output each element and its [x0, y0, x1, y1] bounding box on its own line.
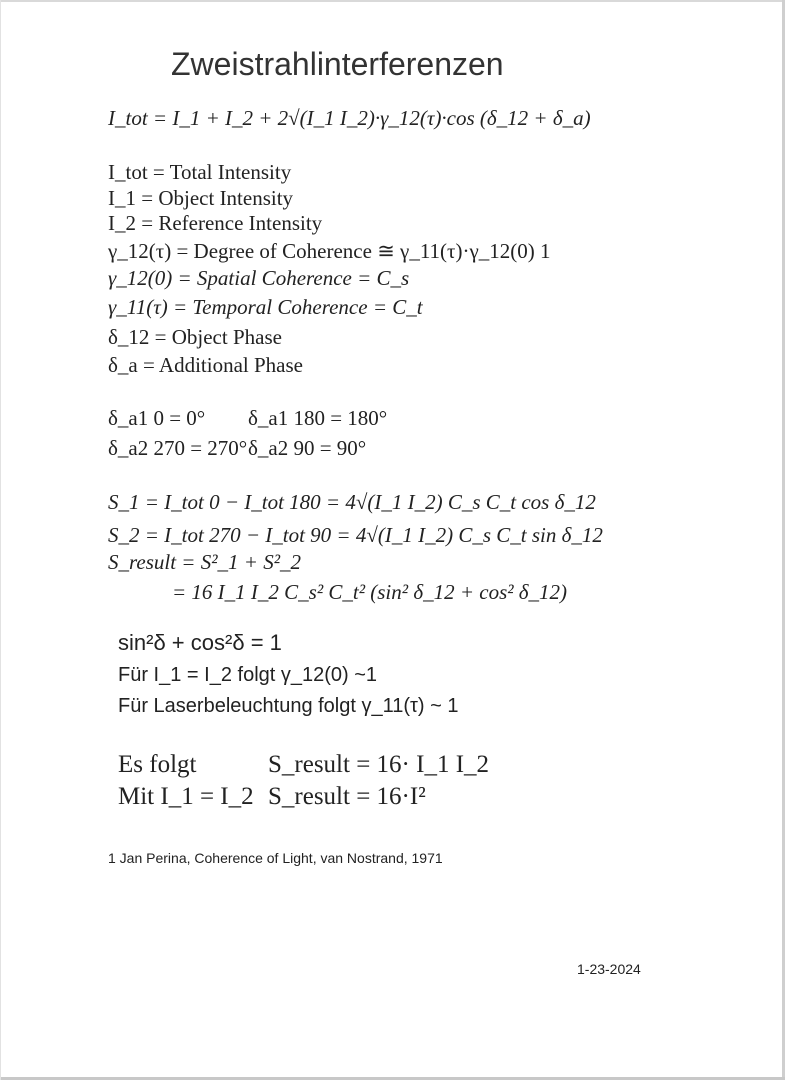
equation-s1: S_1 = I_tot 0 − I_tot 180 = 4√(I_1 I_2) C_s C_t cos δ_12 — [108, 490, 596, 514]
equation-s-result-expanded: = 16 I_1 I_2 C_s² C_t² (sin² δ_12 + cos² δ_12) — [172, 580, 568, 604]
definition-spatial-coherence: γ_12(0) = Spatial Coherence = C_s — [108, 266, 410, 290]
definition-total-intensity: I_tot = Total Intensity — [108, 160, 292, 184]
conclusion-formula-2: S_result = 16·I² — [268, 783, 426, 810]
document-date: 1-23-2024 — [577, 961, 641, 977]
equation-s-result: S_result = S²_1 + S²_2 — [108, 550, 301, 574]
equation-s2: S_2 = I_tot 270 − I_tot 90 = 4√(I_1 I_2) C_s C_t sin δ_12 — [108, 523, 603, 547]
phase-value-90: δ_a2 90 = 90° — [248, 436, 367, 460]
conclusion-label-2: Mit I_1 = I_2 — [118, 783, 254, 810]
definition-temporal-coherence: γ_11(τ) = Temporal Coherence = C_t — [108, 295, 423, 319]
definition-additional-phase: δ_a = Additional Phase — [108, 353, 303, 377]
phase-value-270: δ_a2 270 = 270° — [108, 436, 248, 460]
identity-sin-cos: sin²δ + cos²δ = 1 — [118, 630, 282, 655]
identity-laser: Für Laserbeleuchtung folgt γ_11(τ) ~ 1 — [118, 695, 459, 717]
conclusion-formula-1: S_result = 16· I_1 I_2 — [268, 751, 490, 778]
main-equation: I_tot = I_1 + I_2 + 2√(I_1 I_2)·γ_12(τ)·cos (δ_12 + δ_a) — [108, 106, 591, 130]
scan-edge-top — [0, 0, 785, 2]
definition-object-intensity: I_1 = Object Intensity — [108, 186, 294, 210]
phase-value-180: δ_a1 180 = 180° — [248, 406, 388, 430]
footnote: 1 Jan Perina, Coherence of Light, van Nostrand, 1971 — [108, 850, 443, 866]
scan-edge-left — [0, 0, 1, 1080]
conclusion-label-1: Es folgt — [118, 751, 197, 778]
page-title: Zweistrahlinterferenzen — [171, 46, 504, 82]
definition-degree-of-coherence: γ_12(τ) = Degree of Coherence ≅ γ_11(τ)·γ_12(0) 1 — [108, 239, 551, 263]
identity-equal-intensity: Für I_1 = I_2 folgt γ_12(0) ~1 — [118, 664, 378, 686]
definition-object-phase: δ_12 = Object Phase — [108, 325, 282, 349]
definition-reference-intensity: I_2 = Reference Intensity — [108, 211, 323, 235]
phase-value-0: δ_a1 0 = 0° — [108, 406, 206, 430]
